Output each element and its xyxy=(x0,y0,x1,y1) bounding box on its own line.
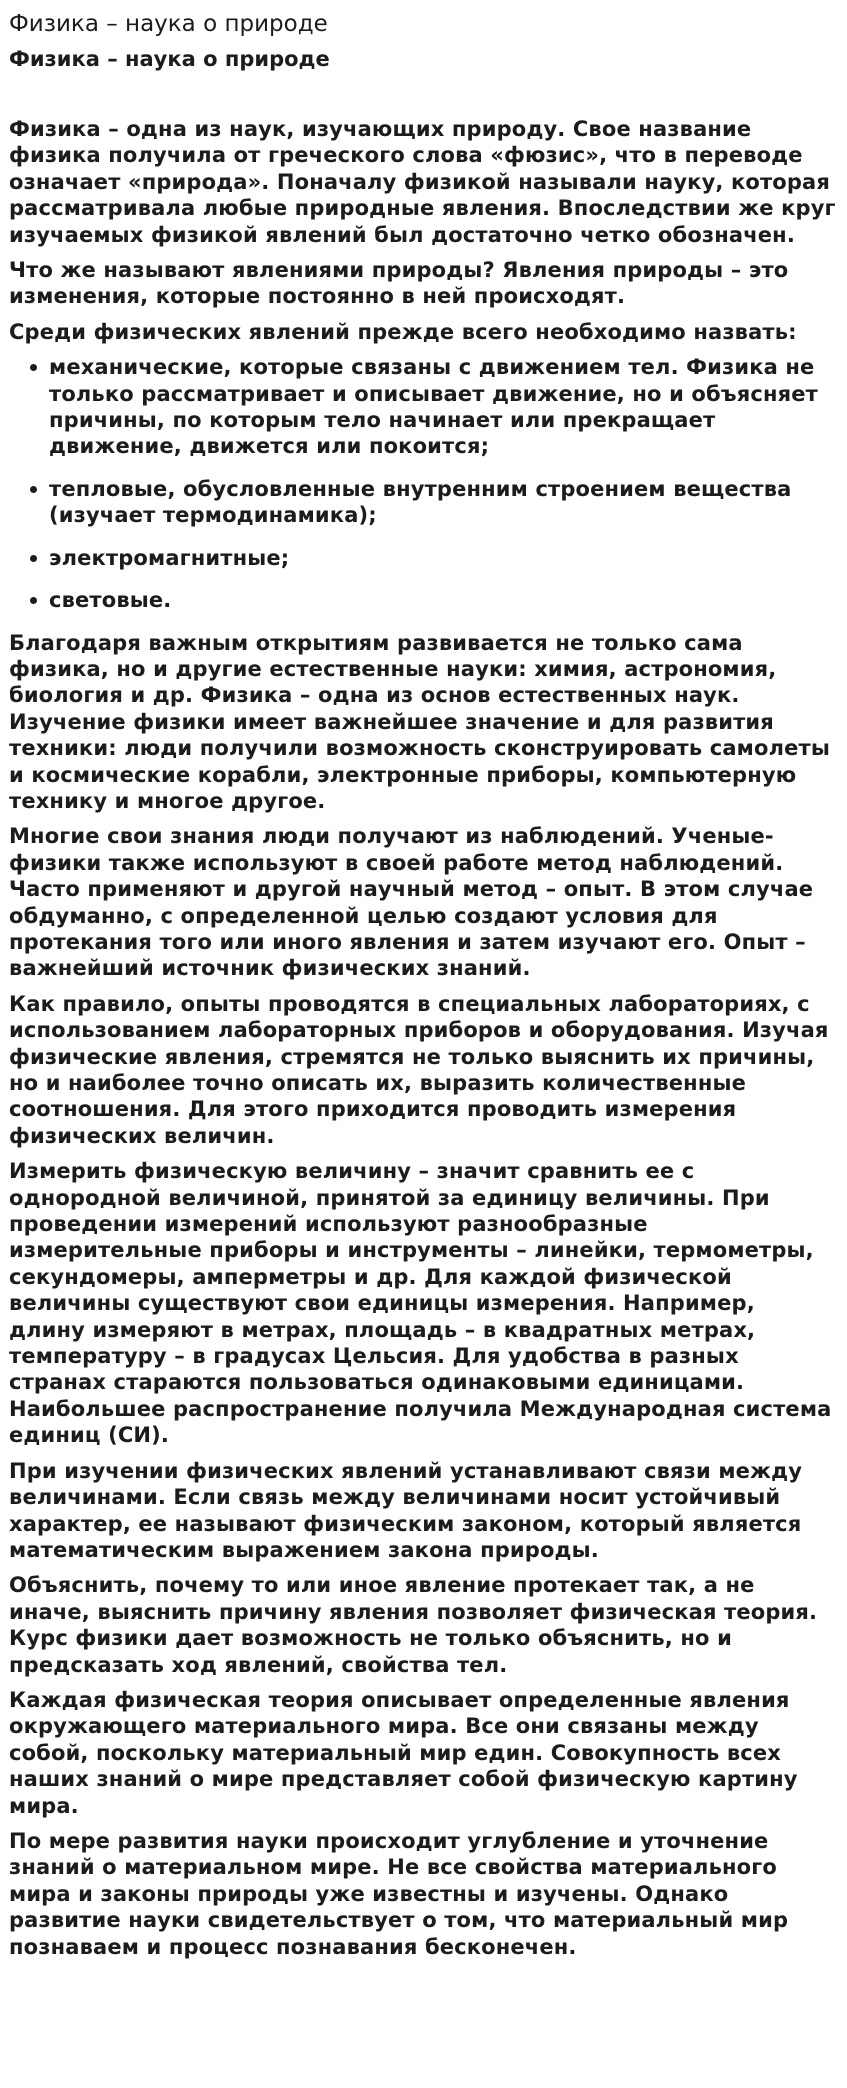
paragraph-measurement: Измерить физическую величину – значит сравнить ее с однородной величиной, принятой за единицу величины. При проведении измерений используют разнообразные измерительные приборы и инструменты – линейки, термометры, секундомеры, амперметры и др. Для каждой физической величины существуют свои единицы измерения. Например, длину измеряют в метрах, площадь – в квадратных метрах, температуру – в градусах Цельсия. Для удобства в разных странах стараются пользоваться одинаковыми единицами. Наибольшее распространение получила Международная система единиц (СИ). xyxy=(9,1159,832,1448)
paragraph-knowledge: По мере развития науки происходит углубление и уточнение знаний о материальном мире. Не все свойства материального мира и законы природы уже известны и изучены. Однако развитие науки свидетельствует о том, что материальный мир познаваем и процесс познавания бесконечен. xyxy=(9,1828,789,1959)
bullet-icon xyxy=(30,597,37,604)
list-item xyxy=(49,354,837,460)
paragraph-phenomena-question: Что же называют явлениями природы? Явления природы – это изменения, которые постоянно в ней происходят. xyxy=(9,258,789,309)
bullet-icon xyxy=(30,486,37,493)
list-item-text: механические, которые связаны с движением тел. Физика не только рассматривает и описывает движение, но и объясняет причины, по которым тело начинает или прекращает движение, движется или покоится; xyxy=(49,355,818,459)
list-item xyxy=(49,476,837,529)
bullet-icon xyxy=(30,555,37,562)
paragraph-laws: При изучении физических явлений устанавливают связи между величинами. Если связь между величинами носит устойчивый характер, ее называют физическим законом, который является математическим выражением закона природы. xyxy=(9,1458,803,1562)
list-item-text: тепловые, обусловленные внутренним строением вещества (изучает термодинамика); xyxy=(49,476,792,528)
paragraph-discoveries: Благодаря важным открытиям развивается не только сама физика, но и другие естественные науки: химия, астрономия, биология и др. Физика – одна из основ естественных наук. Изучение физики имеет важнейшее значение и для развития техники: люди получили возможность сконструировать самолеты и космические корабли, электронные приборы, компьютерную технику и многое другое. xyxy=(9,630,830,813)
article-heading: Физика – наука о природе xyxy=(9,47,330,71)
paragraph-list-lead: Среди физических явлений прежде всего необходимо назвать: xyxy=(9,319,797,344)
paragraph-observations: Многие свои знания люди получают из наблюдений. Ученые-физики также используют в своей работе метод наблюдений. Часто применяют и другой научный метод – опыт. В этом случае обдуманно, с определенной целью создают условия для протекания того или иного явления и затем изучают его. Опыт – важнейший источник физических знаний. xyxy=(9,824,814,981)
list-item-text: световые. xyxy=(49,588,172,613)
list-item-text: электромагнитные; xyxy=(49,545,290,570)
list-item xyxy=(49,587,837,613)
bullet-icon xyxy=(30,364,37,371)
paragraph-experiments: Как правило, опыты проводятся в специальных лабораториях, с использованием лабораторных приборов и оборудования. Изучая физические явления, стремятся не только выяснить их причины, но и наиболее точно описать их, выразить количественные соотношения. Для этого приходится проводить измерения физических величин. xyxy=(9,991,829,1148)
list-item xyxy=(49,545,837,571)
paragraph-intro: Физика – одна из наук, изучающих природу. Свое название физика получила от греческого слова «фюзис», что в переводе означает «природа». Поначалу физикой называли науку, которая рассматривала любые природные явления. Впоследствии же круг изучаемых физикой явлений был достаточно четко обозначен. xyxy=(9,117,836,247)
page-title: Физика – наука о природе xyxy=(9,11,328,37)
paragraph-theory: Объяснить, почему то или иное явление протекает так, а не иначе, выяснить причину явления позволяет физическая теория. Курс физики дает возможность не только объяснить, но и предсказать ход явлений, свойства тел. xyxy=(9,1573,818,1677)
phenomena-list xyxy=(9,354,837,613)
paragraph-world-picture: Каждая физическая теория описывает определенные явления окружающего материального мира. Все они связаны между собой, поскольку материальный мир един. Совокупность всех наших знаний о мире представляет собой физическую картину мира. xyxy=(9,1687,798,1818)
